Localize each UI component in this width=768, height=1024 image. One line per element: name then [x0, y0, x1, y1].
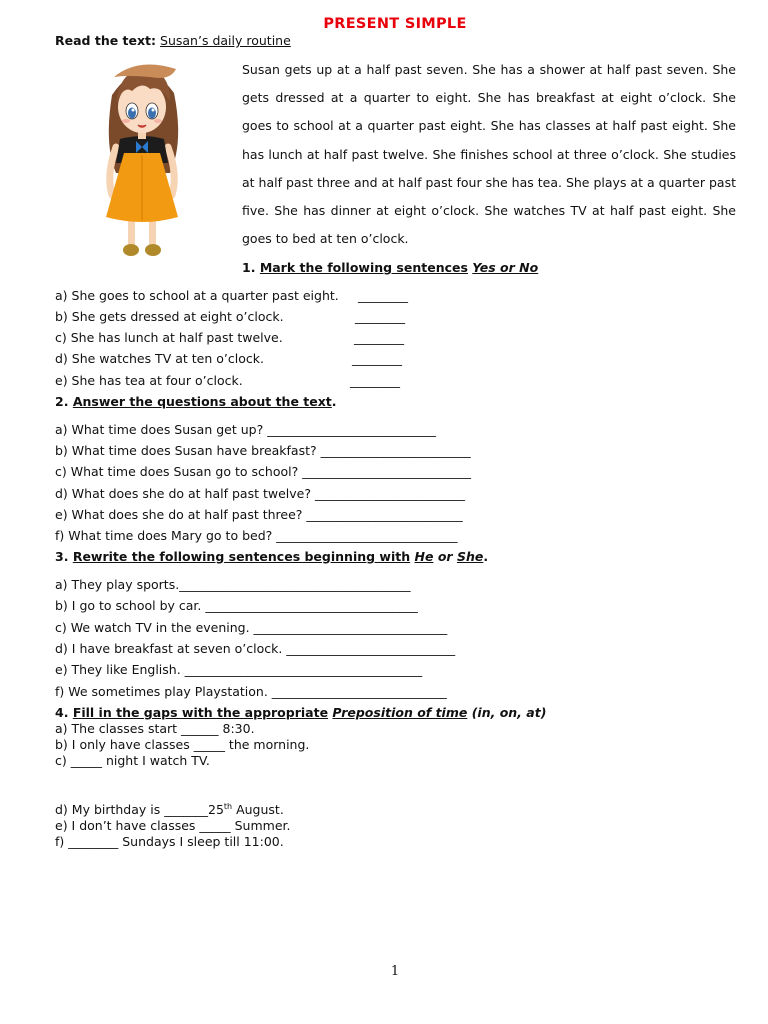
s4-item-d-suffix: August.	[232, 802, 284, 817]
s3-item-a[interactable]: a) They play sports._____________________________________	[55, 577, 411, 592]
s2-item-b[interactable]: b) What time does Susan have breakfast? ________________________	[55, 443, 471, 458]
section-1-number: 1.	[242, 260, 256, 275]
section-3-instruction: Rewrite the following sentences beginning with	[72, 549, 411, 564]
section-3-or: or	[437, 549, 453, 564]
s4-item-d-prefix: d) My birthday is _______25	[55, 802, 224, 817]
s2-item-f[interactable]: f) What time does Mary go to bed? _____________________________	[55, 528, 458, 543]
section-2-heading	[55, 394, 337, 409]
reading-passage: Susan gets up at a half past seven. She has a shower at half past seven. She gets dressed at a quarter to eight. She has breakfast at eight o’clock. She goes to school at a quarter past eight. She has classes at half past eight. She has lunch at half past twelve. She finishes school at three o’clock. She studies at half past three and at half past four she has tea. She plays at a quarter past five. She has dinner at eight o’clock. She watches TV at half past eight. She goes to bed at ten o’clock.	[242, 62, 736, 247]
s1-item-a: a) She goes to school at a quarter past eight.	[55, 288, 339, 303]
s1-blank-e[interactable]: ________	[350, 373, 400, 388]
section-1-heading	[242, 260, 538, 275]
s1-item-c: c) She has lunch at half past twelve.	[55, 330, 283, 345]
s4-item-d[interactable]	[55, 802, 284, 817]
section-3-she: She	[456, 549, 484, 564]
girl-illustration	[98, 55, 188, 260]
s2-item-d[interactable]: d) What does she do at half past twelve? ________________________	[55, 486, 465, 501]
s1-blank-d[interactable]: ________	[352, 351, 402, 366]
s3-item-d[interactable]: d) I have breakfast at seven o’clock. ___________________________	[55, 641, 456, 656]
s4-item-e[interactable]: e) I don’t have classes _____ Summer.	[55, 818, 291, 833]
page-number: 1	[390, 964, 400, 979]
s4-item-b[interactable]: b) I only have classes _____ the morning.	[55, 737, 310, 752]
section-2-instruction: Answer the questions about the text	[72, 394, 332, 409]
section-4-instruction: Fill in the gaps with the appropriate	[72, 705, 329, 720]
s3-item-e[interactable]: e) They like English. ______________________________________	[55, 662, 423, 677]
text-title: Susan’s daily routine	[160, 33, 291, 48]
s2-item-e[interactable]: e) What does she do at half past three? _________________________	[55, 507, 463, 522]
s4-item-a[interactable]: a) The classes start ______ 8:30.	[55, 721, 255, 736]
s1-item-b: b) She gets dressed at eight o’clock.	[55, 309, 284, 324]
s1-item-d: d) She watches TV at ten o’clock.	[55, 351, 264, 366]
read-label: Read the text:	[55, 33, 157, 48]
read-instruction	[55, 33, 291, 48]
s1-item-e: e) She has tea at four o’clock.	[55, 373, 243, 388]
s1-blank-a[interactable]: ________	[358, 288, 408, 303]
section-2-period: .	[331, 394, 337, 409]
section-1-instruction: Mark the following sentences	[259, 260, 468, 275]
s1-blank-b[interactable]: ________	[355, 309, 405, 324]
s4-item-c[interactable]: c) _____ night I watch TV.	[55, 753, 210, 768]
section-3-number: 3.	[55, 549, 69, 564]
page-title: PRESENT SIMPLE	[323, 16, 467, 32]
s3-item-c[interactable]: c) We watch TV in the evening. _______________________________	[55, 620, 448, 635]
s4-item-f[interactable]: f) ________ Sundays I sleep till 11:00.	[55, 834, 284, 849]
section-2-number: 2.	[55, 394, 69, 409]
section-3-he: He	[414, 549, 434, 564]
section-4-heading	[55, 705, 546, 720]
section-3-period: .	[483, 549, 489, 564]
s4-item-d-ordinal: th	[223, 802, 233, 811]
s3-item-f[interactable]: f) We sometimes play Playstation. ____________________________	[55, 684, 447, 699]
s2-item-a[interactable]: a) What time does Susan get up? ___________________________	[55, 422, 436, 437]
s3-item-b[interactable]: b) I go to school by car. __________________________________	[55, 598, 418, 613]
section-4-emphasis: Preposition of time	[332, 705, 468, 720]
section-4-options: (in, on, at)	[471, 705, 547, 720]
s1-blank-c[interactable]: ________	[354, 330, 404, 345]
s2-item-c[interactable]: c) What time does Susan go to school? ___________________________	[55, 464, 471, 479]
section-4-number: 4.	[55, 705, 69, 720]
section-1-emphasis: Yes or No	[472, 260, 539, 275]
section-3-heading	[55, 549, 488, 564]
